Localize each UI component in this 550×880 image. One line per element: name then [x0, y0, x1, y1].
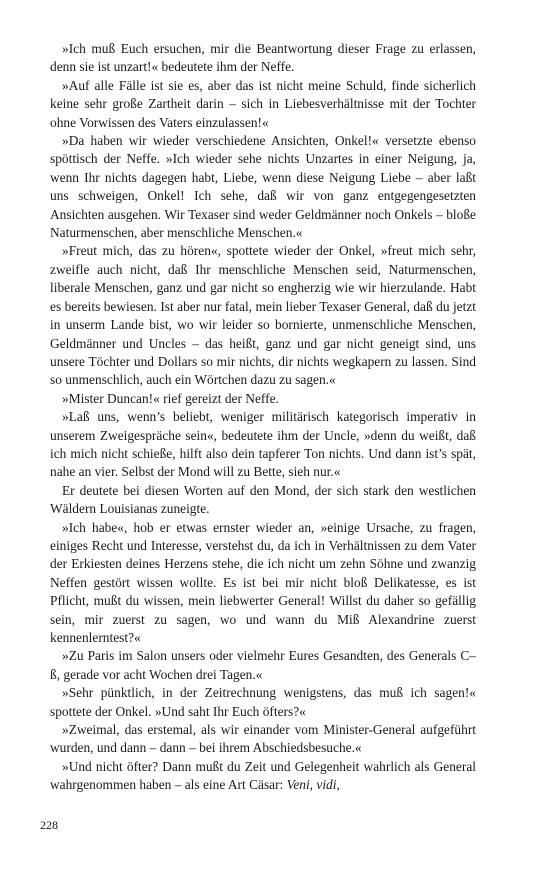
paragraph-12: [50, 758, 476, 795]
paragraph-5: »Mister Duncan!« rief gereizt der Neffe.: [62, 390, 279, 406]
paragraph-10: »Sehr pünktlich, in der Zeitrechnung wenigstens, das muß ich sagen!« spottete der Onkel. »Und saht Ihr Euch öfters?«: [50, 685, 476, 719]
paragraph-3: »Da haben wir wieder verschiedene Ansichten, Onkel!« versetzte ebenso spöttisch der Neffe. »Ich wieder sehe nichts Unzartes in einer Neigung, ja, wenn Ihr nichts dagegen habt, Liebe, wenn diese Neigung Liebe – aber laßt uns schweigen, Onkel! Ich sehe, daß wir von ganz entgegengesetzten Ansichten ausgehen. Wir Texaser sind weder Geldmänner noch Onkels – bloße Naturmenschen, aber menschliche Menschen.«: [50, 133, 476, 241]
paragraph-1: »Ich muß Euch ersuchen, mir die Beantwortung dieser Frage zu erlassen, denn sie ist unzart!« bedeutete ihm der Neffe.: [50, 41, 476, 75]
page-body: [50, 40, 476, 795]
paragraph-8: »Ich habe«, hob er etwas ernster wieder an, »einige Ursache, zu fragen, einiges Recht und Interesse, verstehst du, da ich in Verhältnissen zu dem Vater der Erkiesten deines Herzens stehe, die ich nicht um zehn Söhne und zwanzig Neffen gestört wissen wollte. Es ist bei mir nicht bloß Delikatesse, es ist Pflicht, mußt du wissen, mein liebwerter General! Willst du daher so gefällig sein, mir zuerst zu sagen, wo und wann du Miß Alexandrine zuerst kennenlerntest?«: [50, 519, 476, 645]
paragraph-4: »Freut mich, das zu hören«, spottete wieder der Onkel, »freut mich sehr, zweifle auch nicht, daß Ihr menschliche Menschen seid, Naturmenschen, liberale Menschen, ganz und gar nicht so engherzig wie wir hierzulande. Habt es bereits bewiesen. Ist aber nur fatal, mein lieber Texaser General, daß du jetzt in unserm Lande bist, wo wir leider so bornierte, unmenschliche Menschen, Geldmänner und Uncles – das heißt, ganz und gar nicht geneigt sind, uns unsere Töchter und Dollars so mir nichts, dir nichts wegkapern zu lassen. Sind so unmenschlich, auch ein Wörtchen dazu zu sagen.«: [50, 243, 476, 388]
paragraph-6: »Laß uns, wenn’s beliebt, weniger militärisch kategorisch imperativ in unserem Zweigespräche sein«, bedeutete ihm der Uncle, »denn du weißt, daß ich mich nicht schieße, hilft also dein tapferer Ton nichts. Und dann ist’s spät, nahe an vier. Selbst der Mond will zu Bette, sieh nur.«: [50, 409, 476, 480]
paragraph-2: »Auf alle Fälle ist sie es, aber das ist nicht meine Schuld, finde sicherlich keine sehr große Zartheit darin – sich in Liebesverhältnisse mit der Tochter ohne Vorwissen des Vaters einzulassen!«: [50, 77, 476, 130]
latin-quote: Veni, vidi,: [286, 777, 340, 793]
paragraph-12-text: »Und nicht öfter? Dann mußt du Zeit und Gelegenheit wahrlich als General wahrgenommen haben – als eine Art Cäsar:: [50, 758, 476, 793]
paragraph-7: Er deutete bei diesen Worten auf den Mond, der sich stark den westlichen Wäldern Louisianas zuneigte.: [50, 482, 476, 517]
paragraph-9: »Zu Paris im Salon unsers oder vielmehr Eures Gesandten, des Generals C–ß, gerade vor acht Wochen drei Tagen.«: [50, 648, 476, 682]
page-number: 228: [40, 818, 58, 832]
paragraph-11: »Zweimal, das erstemal, als wir einander vom Minister-General aufgeführt wurden, und dann – dann – bei ihrem Abschiedsbesuche.«: [50, 722, 476, 756]
